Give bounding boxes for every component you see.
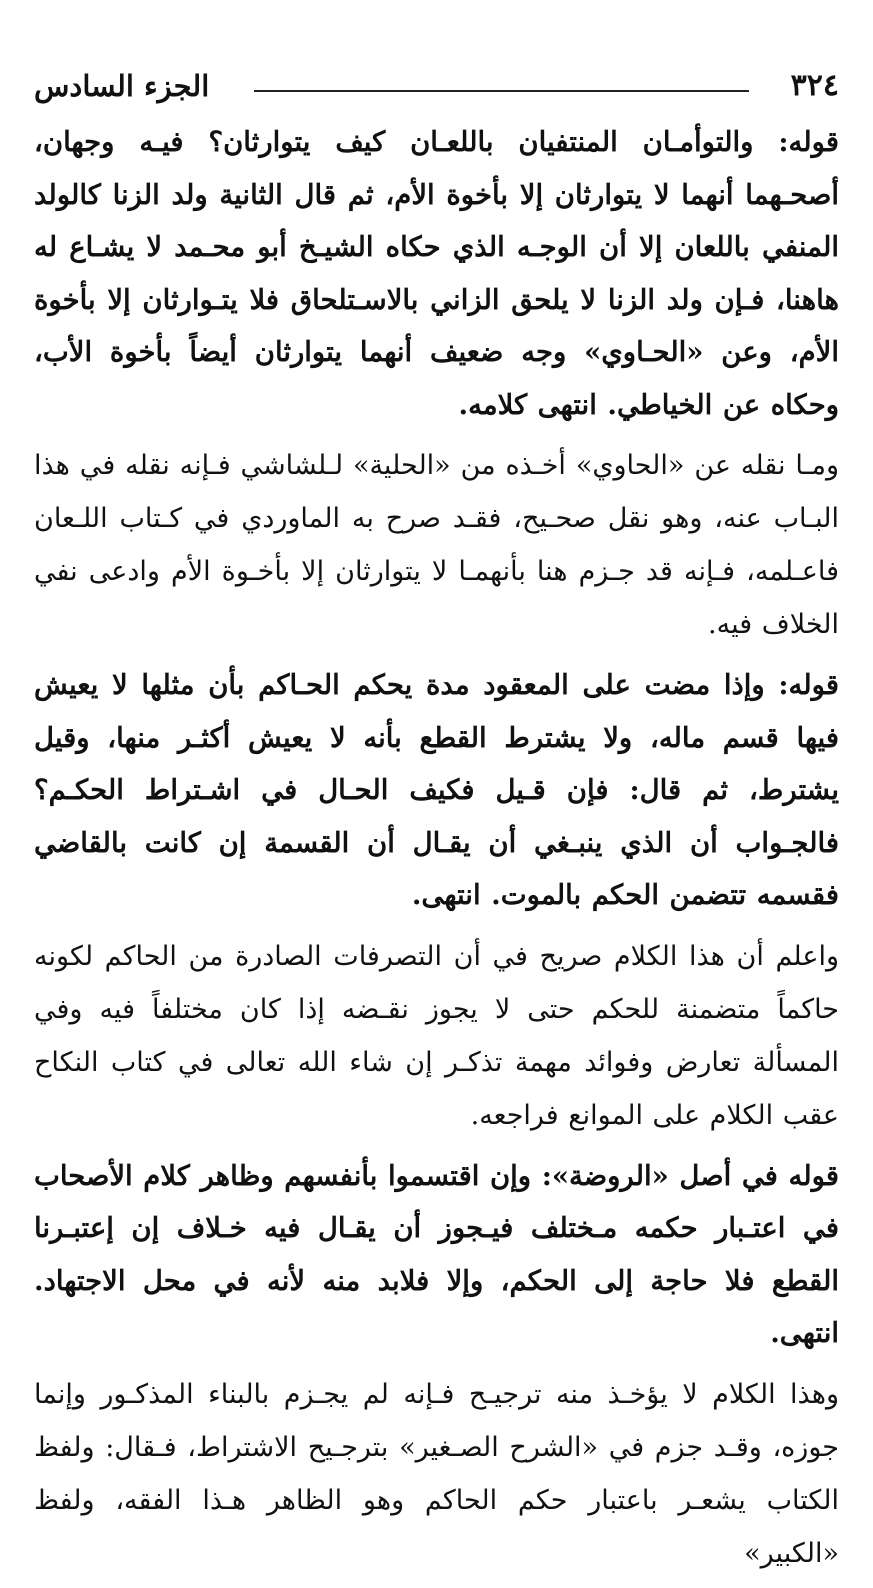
body-text [34,116,839,1580]
page-number: ٣٢٤ [790,68,839,103]
page-header [34,66,839,116]
paragraph-quote-1: قوله: والتوأمـان المنتفيان باللعـان كيف يتوارثان؟ فيـه وجهان، أصحـهما أنهما لا يتوارثان إلا بأخوة الأم، ثم قال الثانية ولد الزنا كالولد المنفي باللعان إلا أن الوجـه الذي حكاه الشيـخ أبو محـمد لا يشـاع له هاهنا، فـإن ولد الزنا لا يلحق الزاني بالاسـتلحاق فلا يتـوارثان إلا بأخوة الأم، وعن «الحـاوي» وجه ضعيف أنهما يتوارثان أيضاً بأخوة الأب، وحكاه عن الخياطي. انتهى كلامه. [34,126,839,421]
paragraph-commentary-1: ومـا نقله عن «الحاوي» أخـذه من «الحلية» لـلشاشي فـإنه نقله في هذا البـاب عنه، وهو نقل صحـيح، فقـد صرح به الماوردي في كـتاب اللـعان فاعـلمه، فـإنه قد جـزم هنا بأنهمـا لا يتوارثان إلا بأخـوة الأم وادعى نفي الخلاف فيه. [34,450,839,640]
paragraph-commentary-3: وهذا الكلام لا يؤخـذ منه ترجيـح فـإنه لم يجـزم بالبناء المذكـور وإنما جوزه، وقـد جزم في «الشرح الصـغير» بترجـيح الاشتراط، فـقال: ولفظ الكتاب يشعـر باعتبار حكم الحاكم وهو الظاهر هـذا الفقه، ولفظ «الكبير» [34,1378,839,1569]
paragraph-quote-2: قوله: وإذا مضت على المعقود مدة يحكم الحـاكم بأن مثلها لا يعيش فيها قسم ماله، ولا يشترط القطع بأنه لا يعيش أكثـر منها، وقيل يشترط، ثم قال: فإن قـيل فكيف الحـال في اشـتراط الحكـم؟ فالجـواب أن الذي ينبـغي أن يقـال أن القسمة إن كانت بالقاضي فقسمه تتضمن الحكم بالموت. انتهى. [34,669,839,911]
paragraph-quote-3: قوله في أصل «الروضة»: وإن اقتسموا بأنفسهم وظاهر كلام الأصحاب في اعتـبار حكمه مـختلف فيـجوز أن يقـال فيه خـلاف إن إعتبـرنا القطع فلا حاجة إلى الحكم، وإلا فلابد منه لأنه في محل الاجتهاد. انتهى. [34,1159,839,1349]
running-title: الجزء السادس [34,69,210,103]
book-page [34,66,839,1588]
header-rule [254,90,749,92]
paragraph-commentary-2: واعلم أن هذا الكلام صريح في أن التصرفات الصادرة من الحاكم لكونه حاكماً متضمنة للحكم حتى لا يجوز نقـضه إذا كان مختلفاً فيه وفي المسألة تعارض وفوائد مهمة تذكـر إن شاء الله تعالى في كتاب النكاح عقب الكلام على الموانع فراجعه. [34,940,839,1131]
